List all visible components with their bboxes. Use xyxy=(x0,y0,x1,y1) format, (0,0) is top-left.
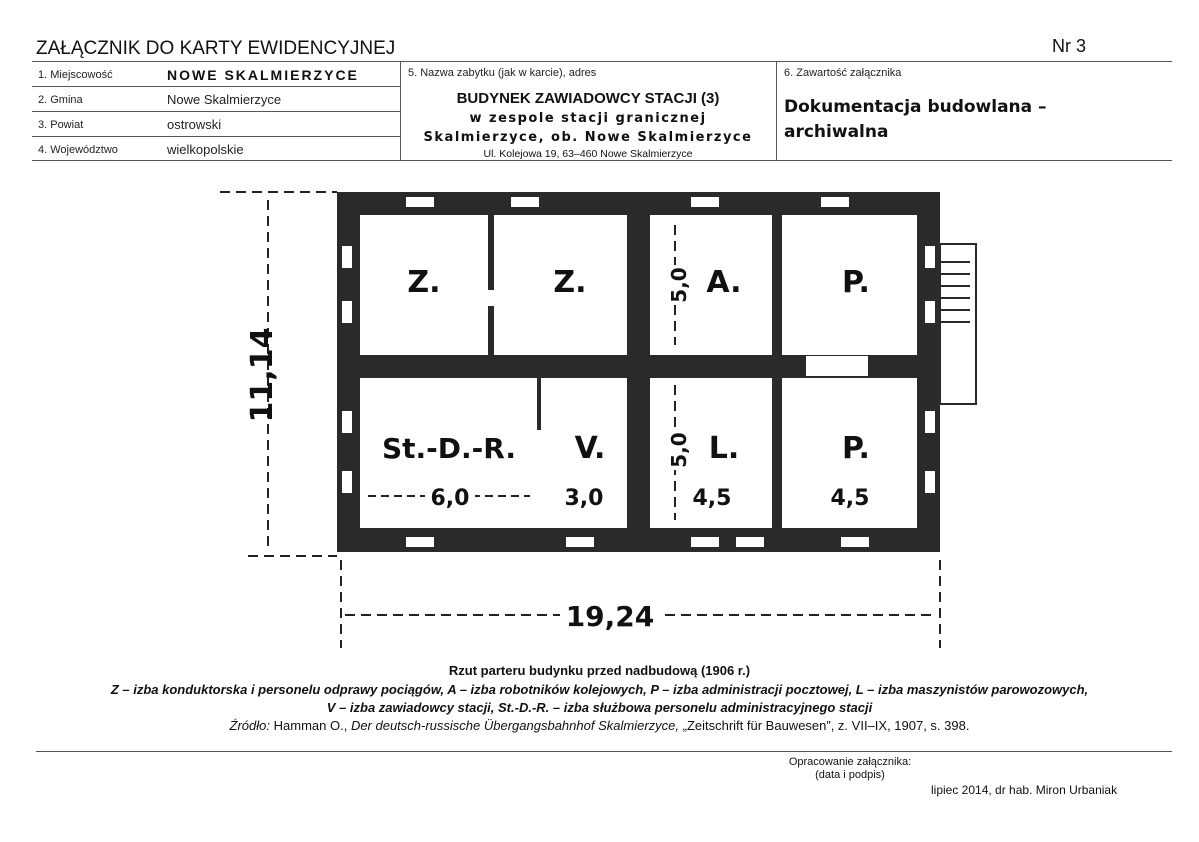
dim-v: 3,0 xyxy=(564,486,604,511)
room-label-l: L. xyxy=(708,431,740,466)
attachment-number: Nr 3 xyxy=(1052,36,1087,56)
doorway xyxy=(484,290,498,306)
date-sign-label: (data i podpis) xyxy=(815,769,885,781)
room-label-p2: P. xyxy=(842,431,870,466)
room-label-a: A. xyxy=(706,265,742,300)
source-label: Źródło: xyxy=(229,718,270,733)
room-label-z1: Z. xyxy=(407,265,441,300)
field-value: Nowe Skalmierzyce xyxy=(167,92,282,107)
section-label: 6. Zawartość załącznika xyxy=(784,67,902,79)
dim-l: 4,5 xyxy=(692,486,732,511)
dim-l-depth: 5,0 xyxy=(667,432,691,468)
caption-source xyxy=(0,718,1199,733)
field-label: 2. Gmina xyxy=(38,94,83,106)
room-label-z2: Z. xyxy=(553,265,587,300)
dim-p: 4,5 xyxy=(830,486,870,511)
contents-line2: archiwalna xyxy=(784,122,889,142)
divider xyxy=(36,751,1172,752)
source-title: Der deutsch-russische Übergangsbahnhof Skalmierzyce, xyxy=(350,718,679,733)
field-label: 1. Miejscowość xyxy=(38,69,113,81)
room-label-st: St.-D.-R. xyxy=(381,432,517,465)
monument-name: BUDYNEK ZAWIADOWCY STACJI (3) xyxy=(456,90,720,107)
source-details: „Zeitschrift für Bauwesen”, z. VII–IX, 1907, s. 398. xyxy=(682,718,970,733)
prepared-label: Opracowanie załącznika: xyxy=(788,756,912,768)
doorway xyxy=(806,356,868,376)
document-title: ZAŁĄCZNIK DO KARTY EWIDENCYJNEJ xyxy=(36,38,396,59)
field-value: wielkopolskie xyxy=(167,142,244,157)
dim-width: 19,24 xyxy=(565,600,655,633)
caption-title: Rzut parteru budynku przed nadbudową (1906 r.) xyxy=(448,663,751,678)
room-label-v: V. xyxy=(574,431,606,466)
source-author: Hamman O., xyxy=(273,718,348,733)
exterior-stairs xyxy=(940,244,976,404)
field-value: NOWE SKALMIERZYCE xyxy=(167,67,359,83)
monument-complex: w zespole stacji granicznej xyxy=(469,111,707,126)
contents-line1: Dokumentacja budowlana – xyxy=(784,97,1047,117)
author: lipiec 2014, dr hab. Miron Urbaniak xyxy=(931,783,1118,797)
dim-a-depth: 5,0 xyxy=(667,267,691,303)
dim-height: 11,14 xyxy=(245,327,280,423)
section-label: 5. Nazwa zabytku (jak w karcie), adres xyxy=(408,67,597,79)
field-value: ostrowski xyxy=(167,117,222,132)
field-label: 4. Województwo xyxy=(38,144,118,156)
dim-st: 6,0 xyxy=(430,486,470,511)
room-label-p1: P. xyxy=(842,265,870,300)
monument-address: Ul. Kolejowa 19, 63–460 Nowe Skalmierzyce xyxy=(483,148,693,160)
caption-legend: Z – izba konduktorska i personelu odprawy pociągów, A – izba robotników kolejowych, P – izba administracji pocztowej, L – izba maszynistów parowozowych, xyxy=(110,682,1089,697)
field-label: 3. Powiat xyxy=(38,119,84,131)
monument-location: Skalmierzyce, ob. Nowe Skalmierzyce xyxy=(423,130,753,145)
caption-legend: V – izba zawiadowcy stacji, St.-D.-R. – izba służbowa personelu administracyjnego stacji xyxy=(326,700,873,715)
doorway xyxy=(537,430,543,528)
